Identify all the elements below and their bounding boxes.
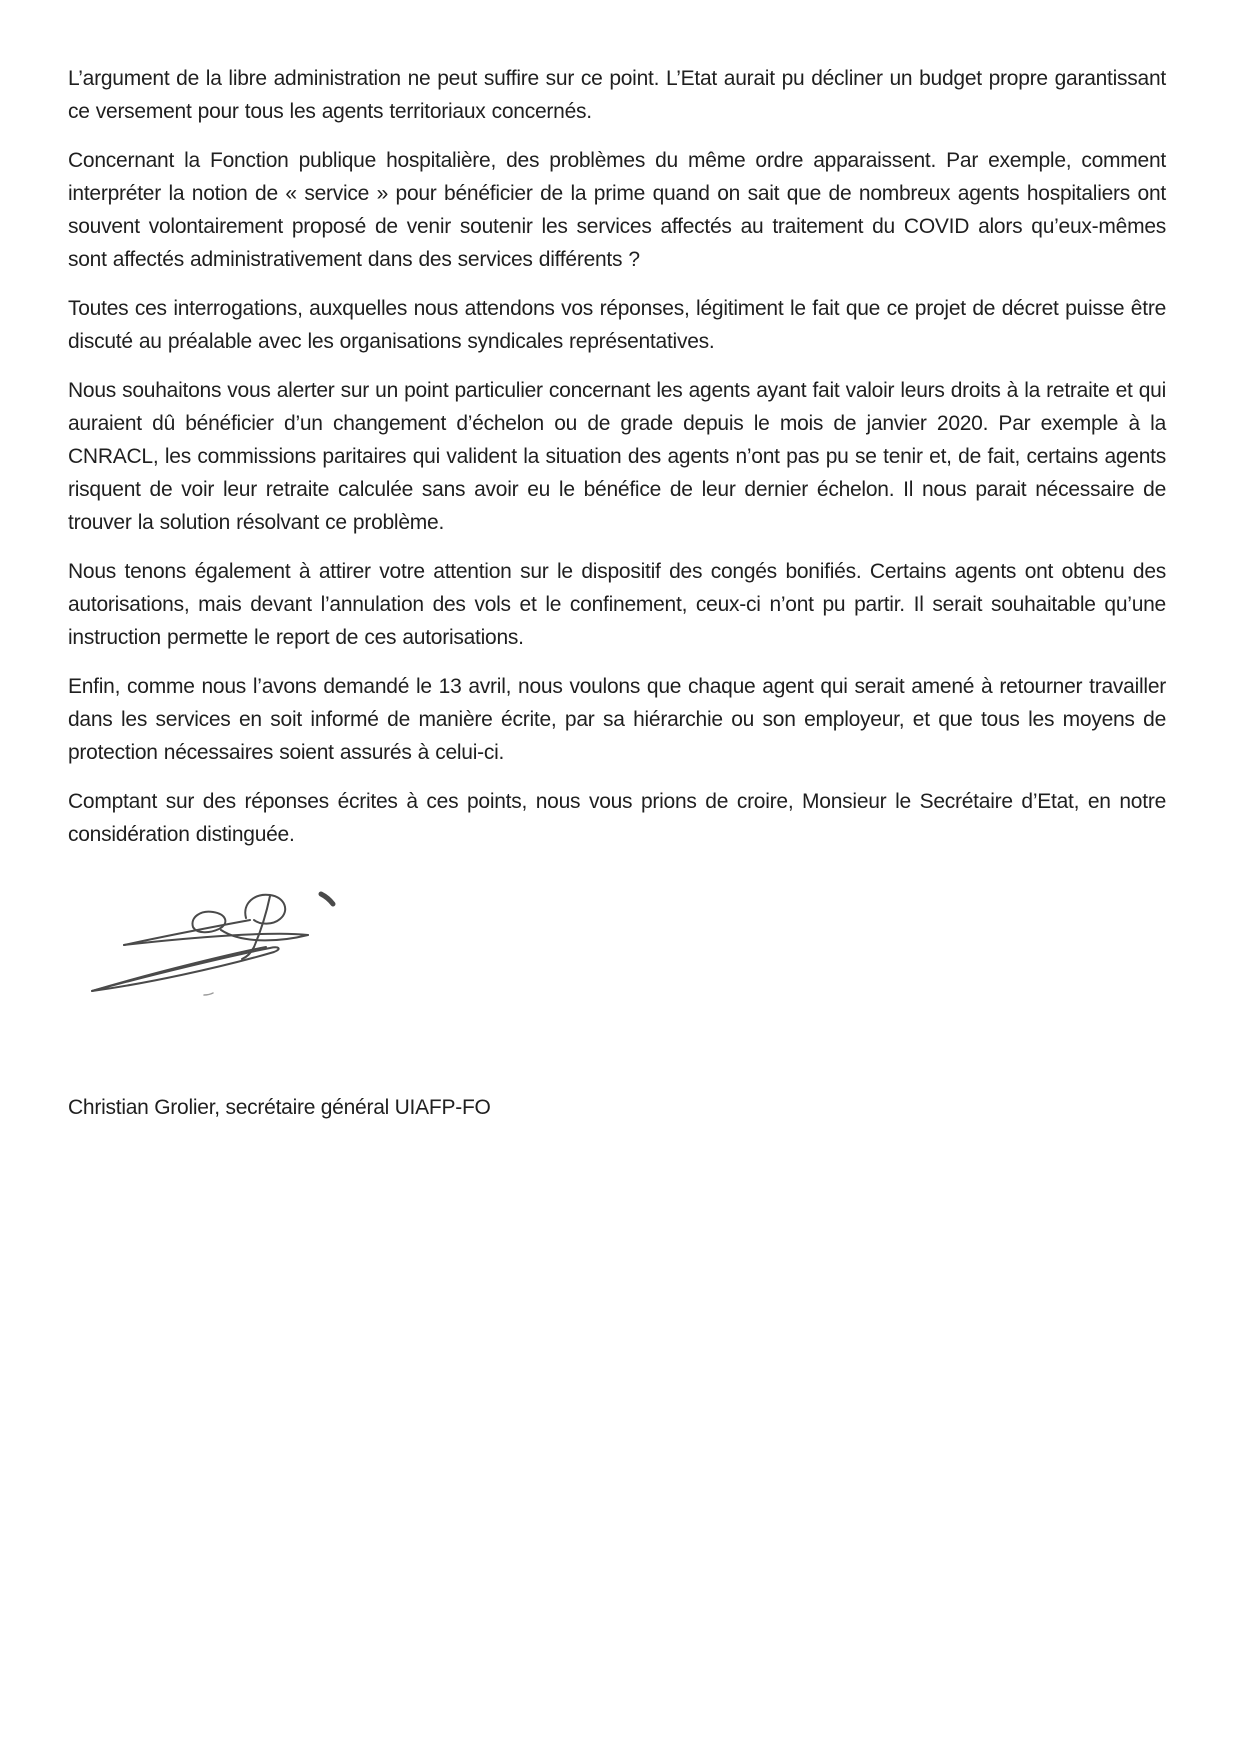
paragraph-libre-administration: L’argument de la libre administration ne peut suffire sur ce point. L’Etat aurait pu décliner un budget propre garantissant ce versement pour tous les agents territoriaux concernés. — [68, 67, 1166, 123]
paragraph-fonction-publique-hospitaliere: Concernant la Fonction publique hospitalière, des problèmes du même ordre apparaissent. Par exemple, comment interpréter la notion de « service » pour bénéficier de la prime quand on sait que de nombreux agents hospitaliers ont souvent volontairement proposé de venir soutenir les services affectés au traitement du COVID alors qu’eux-mêmes sont affectés administrativement dans des services différents ? — [68, 149, 1166, 271]
paragraph-formule-politesse: Comptant sur des réponses écrites à ces points, nous vous prions de croire, Monsieur le Secrétaire d’Etat, en notre considération distinguée. — [68, 790, 1166, 846]
paragraph-conges-bonifies: Nous tenons également à attirer votre attention sur le dispositif des congés bonifiés. Certains agents ont obtenu des autorisations, mais devant l’annulation des vols et le confinement, ceux-ci n’ont pu partir. Il serait souhaitable qu’une instruction permette le report de ces autorisations. — [68, 560, 1166, 649]
paragraph-interrogations: Toutes ces interrogations, auxquelles nous attendons vos réponses, légitiment le fait que ce projet de décret puisse être discuté au préalable avec les organisations syndicales représentatives. — [68, 297, 1166, 353]
paragraph-retraite-cnracl: Nous souhaitons vous alerter sur un point particulier concernant les agents ayant fait valoir leurs droits à la retraite et qui auraient dû bénéficier d’un changement d’échelon ou de grade depuis le mois de janvier 2020. Par exemple à la CNRACL, les commissions paritaires qui valident la situation des agents n’ont pas pu se tenir et, de fait, certains agents risquent de voir leur retraite calculée sans avoir eu le bénéfice de leur dernier échelon. Il nous parait nécessaire de trouver la solution résolvant ce problème. — [68, 379, 1166, 534]
signoff-line: Christian Grolier, secrétaire général UIAFP-FO — [68, 1096, 491, 1119]
signature-block — [84, 889, 344, 999]
paragraph-retour-travail: Enfin, comme nous l’avons demandé le 13 avril, nous voulons que chaque agent qui serait amené à retourner travailler dans les services en soit informé de manière écrite, par sa hiérarchie ou son employeur, et que tous les moyens de protection nécessaires soient assurés à celui-ci. — [68, 675, 1166, 764]
handwritten-signature-icon — [84, 889, 344, 999]
